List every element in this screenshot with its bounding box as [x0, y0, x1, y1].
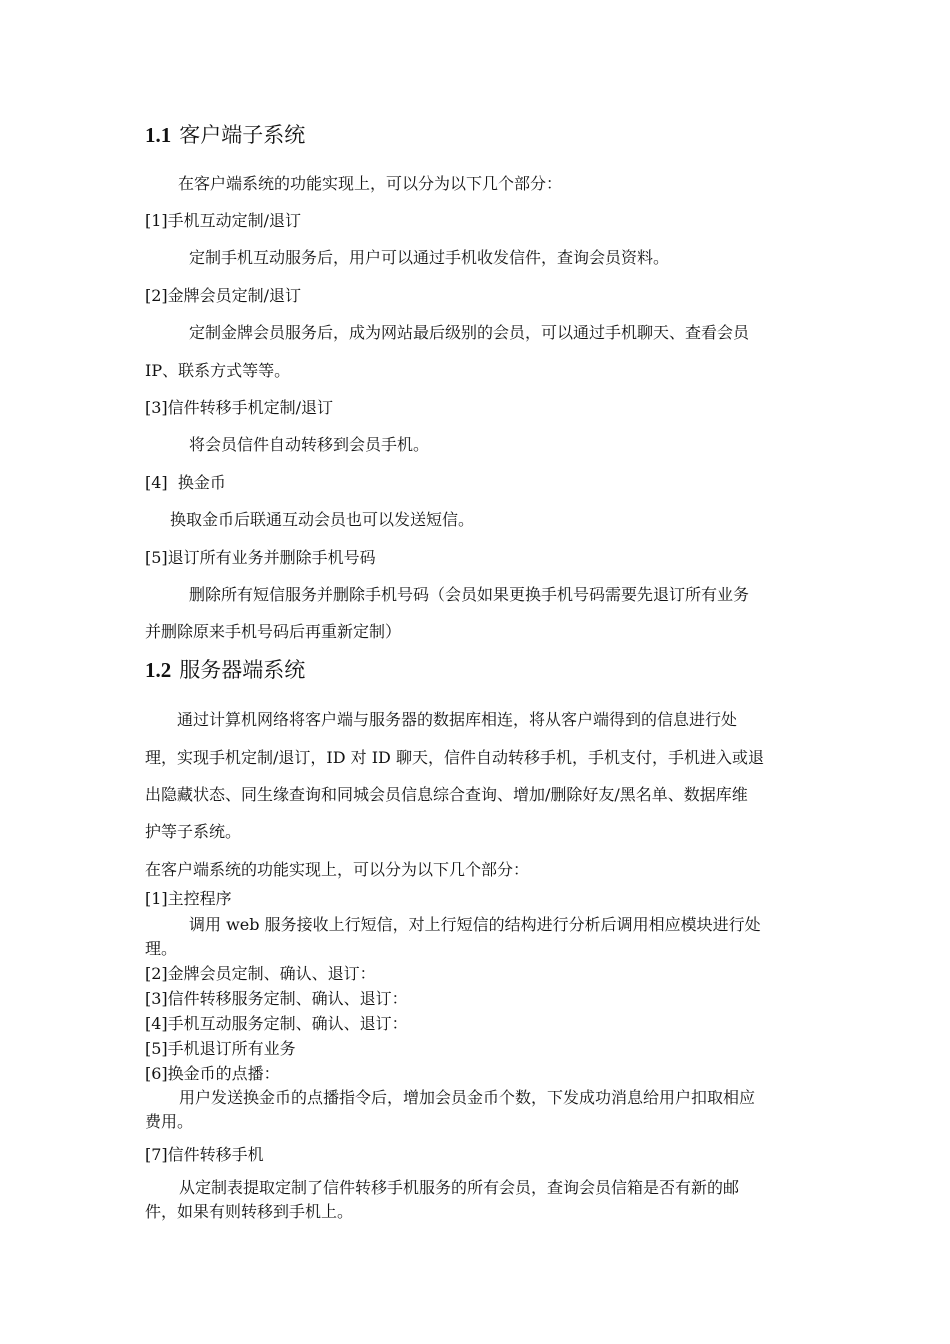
item-title: [1]手机互动定制/退订: [145, 211, 302, 230]
item-title: [3]信件转移手机定制/退订: [145, 398, 334, 417]
section-title: 服务器端系统: [179, 658, 306, 682]
item-title: [4] 换金币: [145, 473, 226, 492]
item-description: 用户发送换金币的点播指令后，增加会员金币个数，下发成功消息给用户扣取相应: [179, 1088, 756, 1107]
item-title: [5]退订所有业务并删除手机号码: [145, 548, 376, 567]
item-description-cont: IP、联系方式等等。: [145, 361, 291, 380]
item-description-cont: 并删除原来手机号码后再重新定制）: [145, 622, 402, 641]
section-number: 1.2: [145, 658, 172, 682]
item-description-cont: 件，如果有则转移到手机上。: [145, 1202, 354, 1221]
section-title: 客户端子系统: [179, 123, 306, 147]
item-description: 定制手机互动服务后，用户可以通过手机收发信件，查询会员资料。: [189, 248, 670, 267]
paragraph-line: 通过计算机网络将客户端与服务器的数据库相连，将从客户端得到的信息进行处: [177, 710, 738, 729]
item-title: [1]主控程序: [145, 889, 232, 908]
item-description: 从定制表提取定制了信件转移手机服务的所有会员，查询会员信箱是否有新的邮: [179, 1178, 740, 1197]
section-number: 1.1: [145, 123, 172, 147]
item-description-cont: 费用。: [145, 1112, 194, 1131]
item-title: [6]换金币的点播：: [145, 1064, 280, 1083]
item-title: [2]金牌会员定制/退订: [145, 286, 302, 305]
section1-intro: 在客户端系统的功能实现上，可以分为以下几个部分：: [178, 174, 563, 193]
item-description: 换取金币后联通互动会员也可以发送短信。: [170, 510, 475, 529]
item-title: [4]手机互动服务定制、确认、退订：: [145, 1014, 408, 1033]
section-heading-1-1: [145, 122, 810, 148]
item-title: [2]金牌会员定制、确认、退订：: [145, 964, 376, 983]
item-description-cont: 理。: [145, 939, 178, 958]
item-description: 定制金牌会员服务后，成为网站最后级别的会员，可以通过手机聊天、查看会员: [189, 323, 750, 342]
section2-intro: 在客户端系统的功能实现上，可以分为以下几个部分：: [145, 860, 530, 879]
item-title: [5]手机退订所有业务: [145, 1039, 296, 1058]
paragraph-line: 出隐藏状态、同生缘查询和同城会员信息综合查询、增加/删除好友/黑名单、数据库维: [145, 785, 748, 804]
paragraph-line: 理，实现手机定制/退订，ID 对 ID 聊天，信件自动转移手机，手机支付，手机进入或退: [145, 748, 764, 767]
item-description: 将会员信件自动转移到会员手机。: [189, 435, 430, 454]
item-title: [7]信件转移手机: [145, 1145, 264, 1164]
paragraph-line: 护等子系统。: [145, 822, 242, 841]
section-heading-1-2: [145, 657, 810, 683]
item-description: 调用 web 服务接收上行短信，对上行短信的结构进行分析后调用相应模块进行处: [189, 915, 761, 934]
item-description: 删除所有短信服务并删除手机号码（会员如果更换手机号码需要先退订所有业务: [189, 585, 750, 604]
item-title: [3]信件转移服务定制、确认、退订：: [145, 989, 408, 1008]
